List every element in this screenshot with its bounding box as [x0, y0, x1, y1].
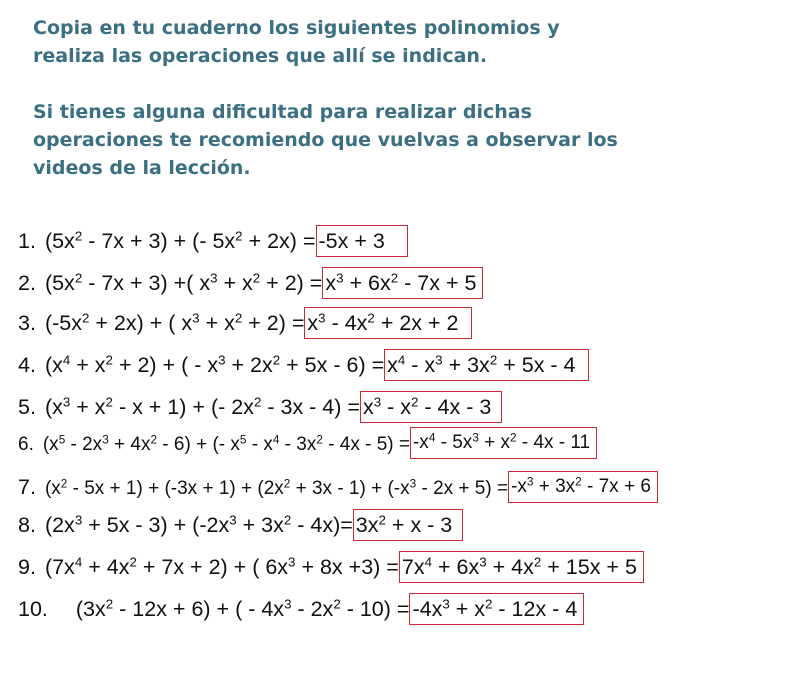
exponent: 2 [81, 310, 90, 326]
exercise-number: 2. [18, 271, 36, 295]
exponent: 2 [283, 512, 292, 528]
exponent: 3 [210, 270, 218, 286]
exponent: 3 [229, 512, 237, 528]
exercise-1 [18, 224, 408, 258]
exponent: 2 [390, 270, 399, 286]
exercise-expression: $(7x^4 + 4x^2 + 7x + 2)$ + ( $6x^3 + 8x +3$) = [44, 554, 399, 579]
exponent: 3 [74, 512, 83, 528]
exercise-expression: $(x^5 - 2x^3 + 4x^2 - 6)$ + (- $x^5 - x^4 - 3x^2 - 4x - 5$) = [42, 433, 410, 455]
exponent: 3 [409, 477, 417, 491]
exponent: 2 [60, 477, 68, 491]
exercise-number: 10. [18, 597, 48, 621]
exercise-answer-box: $x^3 + 6x^2 - 7x + 5$ [322, 267, 483, 299]
exercise-8 [18, 508, 463, 542]
exponent: 4 [424, 554, 432, 570]
exercise-number: 6. [18, 434, 34, 455]
exponent: 2 [575, 476, 582, 490]
intro-line: videos de la lección. [33, 157, 251, 179]
exponent: 2 [235, 228, 243, 244]
exercise-answer-box: $3x^2 + x - 3$ [353, 509, 463, 541]
exponent: 3 [318, 310, 326, 326]
exponent: 3 [192, 310, 200, 326]
exponent: 3 [218, 352, 226, 368]
exercise-answer-box: $7x^4 + 6x^3 + 4x^2 + 15x + 5$ [399, 551, 644, 583]
exercise-expression: $(x^4 + x^2 + 2)$ + ( - $x^3 + 2x^2 + 5x - 6$) = [44, 352, 385, 377]
exercise-10 [18, 592, 584, 626]
exercise-number: 3. [18, 311, 36, 335]
exponent: 2 [272, 352, 281, 368]
exercise-4 [18, 348, 589, 382]
exponent: 3 [526, 476, 534, 490]
exponent: 4 [62, 352, 71, 368]
exercise-number: 5. [18, 395, 36, 419]
exponent: 3 [102, 433, 109, 447]
exponent: 3 [435, 352, 443, 368]
exponent: 3 [336, 270, 344, 286]
exercise-answer-box: $x^3 - x^2 - 4x - 3$ [360, 391, 502, 423]
exercise-answer-box: $x^4 - x^3 + 3x^2 + 5x - 4$ [384, 349, 588, 381]
exercise-5 [18, 390, 502, 424]
exercise-expression: $(x^2 - 5x + 1) + (-3x + 1) + (2x^2 + 3x - 1) + (-x^3 - 2x + 5)$ = [44, 477, 509, 499]
exercise-answer-box: $-x^3 + 3x^2 - 7x + 6$ [508, 471, 658, 503]
intro-line: realiza las operaciones que allí se indican. [33, 45, 488, 67]
exponent: 2 [485, 596, 493, 612]
exercise-number: 4. [18, 353, 36, 377]
exponent: 2 [105, 394, 113, 410]
exponent: 4 [272, 433, 280, 447]
exponent: 4 [397, 352, 406, 368]
exercise-answer-box: -5x + 3 [316, 225, 408, 257]
exponent: 2 [489, 352, 498, 368]
exercise-expression: $(2x^3 + 5x - 3) + (-2x^3 + 3x^2 - 4x)=$ [44, 512, 353, 537]
exercise-expression: $(3x^2 - 12x + 6)$ + ( - $4x^3 - 2x^2 - 10$) = [75, 596, 410, 621]
exponent: 5 [58, 433, 66, 447]
exercise-answer-box: $-x^4 - 5x^3 + x^2 - 4x - 11$ [410, 427, 597, 459]
exponent: 3 [284, 596, 292, 612]
exponent: 4 [74, 554, 83, 570]
exercise-answer-box: $x^3 - 4x^2 + 2x + 2$ [304, 307, 471, 339]
exponent: 2 [510, 432, 517, 446]
exponent: 2 [252, 270, 261, 286]
exponent: 2 [105, 596, 114, 612]
intro-line: Si tienes alguna dificultad para realizar dichas [33, 101, 532, 123]
exponent: 2 [74, 228, 83, 244]
exercise-number: 8. [18, 513, 36, 537]
exponent: 3 [62, 394, 71, 410]
exercise-answer-box: $-4x^3 + x^2 - 12x - 4$ [409, 593, 584, 625]
intro-line: Copia en tu cuaderno los siguientes polinomios y [33, 17, 560, 39]
exercise-expression: $(5x^2 - 7x + 3)$ + (- $5x^2 + 2x$) = [44, 228, 316, 253]
exercise-number: 9. [18, 555, 36, 579]
exponent: 5 [239, 433, 247, 447]
exponent: 2 [410, 394, 419, 410]
exponent: 2 [234, 310, 243, 326]
exponent: 3 [442, 596, 450, 612]
exponent: 4 [428, 432, 436, 446]
exercise-number: 1. [18, 229, 36, 253]
exponent: 2 [105, 352, 113, 368]
exercise-7 [18, 470, 658, 504]
intro-line: operaciones te recomiendo que vuelvas a observar los [33, 129, 618, 151]
exponent: 2 [316, 433, 323, 447]
exponent: 3 [288, 554, 296, 570]
exponent: 2 [129, 554, 137, 570]
exponent: 2 [74, 270, 83, 286]
exponent: 2 [378, 512, 386, 528]
exercise-6 [18, 428, 597, 462]
exercise-expression: $(x^3 + x^2 - x + 1)$ + (- $2x^2 - 3x - 4$) = [44, 394, 360, 419]
exercise-number: 7. [18, 475, 36, 499]
exponent: 2 [533, 554, 542, 570]
exercise-2 [18, 266, 483, 300]
exponent: 3 [373, 394, 382, 410]
exponent: 2 [150, 433, 158, 447]
exponent: 2 [283, 477, 291, 491]
intro-instructions [33, 14, 560, 70]
exponent: 2 [367, 310, 375, 326]
exponent: 2 [253, 394, 262, 410]
intro-advice [33, 98, 618, 182]
exercise-expression: $(-5x^2 + 2x)$ + ( $x^3 + x^2 + 2$) = [44, 310, 305, 335]
exercise-expression: $(5x^2 - 7x + 3)$ +( $x^3 + x^2 + 2$) = [44, 270, 323, 295]
exponent: 3 [472, 432, 479, 446]
exercise-9 [18, 550, 644, 584]
exponent: 3 [479, 554, 487, 570]
exponent: 2 [333, 596, 341, 612]
exercise-3 [18, 306, 472, 340]
